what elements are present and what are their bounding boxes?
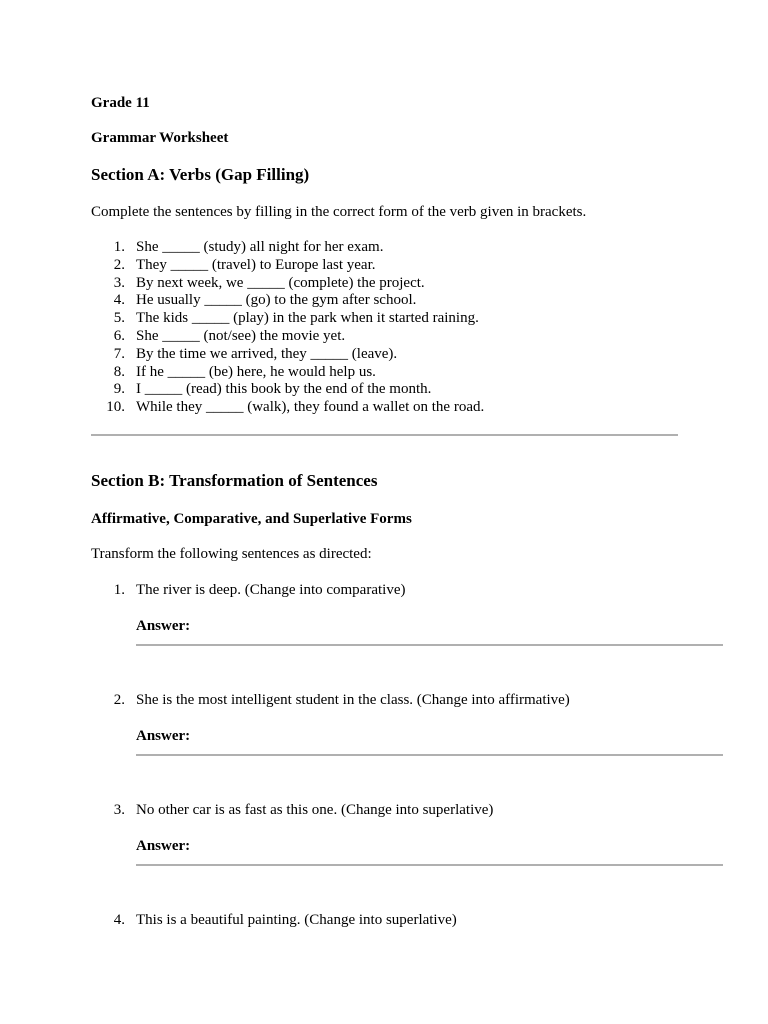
- item-number: 1.: [113, 582, 125, 598]
- list-item: [91, 399, 484, 417]
- answer-line[interactable]: [136, 864, 723, 866]
- item-number: 9.: [113, 381, 125, 398]
- grade-label: Grade 11: [91, 95, 150, 111]
- item-text: They _____ (travel) to Europe last year.: [136, 256, 376, 273]
- item-number: 10.: [106, 399, 125, 416]
- item-text: No other car is as fast as this one. (Change into superlative): [136, 802, 494, 818]
- item-text: By next week, we _____ (complete) the project.: [136, 274, 425, 291]
- item-number: 8.: [113, 363, 125, 380]
- answer-label: Answer:: [136, 618, 191, 634]
- item-text: I _____ (read) this book by the end of the month.: [136, 381, 432, 398]
- item-text: This is a beautiful painting. (Change into superlative): [136, 912, 457, 928]
- item-text: She _____ (study) all night for her exam.: [136, 239, 384, 255]
- item-number: 4.: [113, 912, 125, 928]
- item-number: 6.: [113, 327, 125, 344]
- section-a-instructions: Complete the sentences by filling in the correct form of the verb given in brackets.: [91, 204, 587, 220]
- item-text: She _____ (not/see) the movie yet.: [136, 327, 346, 344]
- list-item: [91, 239, 484, 257]
- list-item: [91, 364, 484, 382]
- answer-label: Answer:: [136, 838, 191, 854]
- section-a-heading: Section A: Verbs (Gap Filling): [91, 165, 310, 184]
- gap-filling-list: [91, 239, 484, 417]
- worksheet-title: Grammar Worksheet: [91, 130, 229, 146]
- item-text: The river is deep. (Change into comparative): [136, 582, 406, 598]
- list-item: [91, 292, 484, 310]
- item-number: 4.: [113, 292, 125, 309]
- item-number: 5.: [113, 310, 125, 327]
- item-text: If he _____ (be) here, he would help us.: [136, 363, 376, 380]
- list-item: [91, 275, 484, 293]
- list-item: [91, 346, 484, 364]
- list-item: [91, 257, 484, 275]
- item-number: 3.: [113, 274, 125, 291]
- item-number: 1.: [113, 239, 125, 255]
- item-text: He usually _____ (go) to the gym after school.: [136, 292, 417, 309]
- answer-label: Answer:: [136, 728, 191, 744]
- item-text: The kids _____ (play) in the park when it started raining.: [136, 310, 479, 327]
- item-text: While they _____ (walk), they found a wallet on the road.: [136, 399, 485, 416]
- list-item: [91, 381, 484, 399]
- section-b-instructions: Transform the following sentences as directed:: [91, 546, 372, 562]
- item-text: She is the most intelligent student in the class. (Change into affirmative): [136, 692, 570, 708]
- item-number: 2.: [113, 692, 125, 708]
- answer-line[interactable]: [136, 644, 723, 646]
- item-number: 7.: [113, 345, 125, 362]
- section-b-heading: Section B: Transformation of Sentences: [91, 471, 378, 490]
- list-item: [91, 328, 484, 346]
- item-number: 3.: [113, 802, 125, 818]
- item-number: 2.: [113, 256, 125, 273]
- section-b-subheading: Affirmative, Comparative, and Superlative Forms: [91, 511, 412, 527]
- section-divider: [91, 434, 678, 436]
- list-item: [91, 310, 484, 328]
- answer-line[interactable]: [136, 754, 723, 756]
- item-text: By the time we arrived, they _____ (leave).: [136, 345, 398, 362]
